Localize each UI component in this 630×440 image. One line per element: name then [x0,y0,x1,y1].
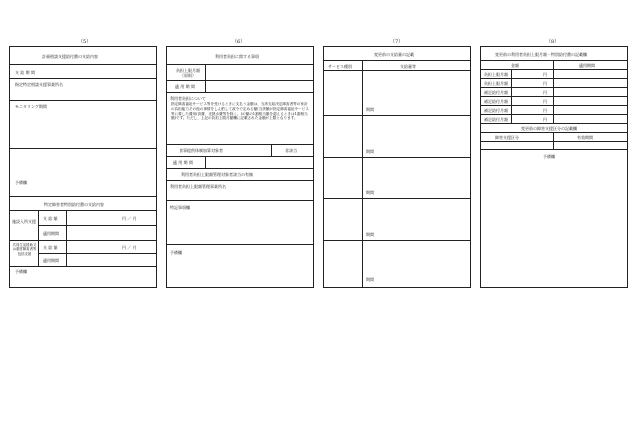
food-label: 食事提供体制加算対象者 [179,148,223,153]
common-label: 共同生活援助又は重度障害者等包括支援 [12,243,37,256]
valid-period: 有効期間 [577,135,593,140]
food-apply-period: 適 用 期 間 [173,160,193,165]
pane-previous-amount [323,46,471,288]
common-apply-period: 適用期間 [43,258,59,263]
col-period-header: 適用期間 [579,63,595,68]
pane1-monitoring: モニタリング期間 [15,104,47,109]
page-number-6: （6） [232,39,246,45]
common-pay-amount: 支 給 額 [43,245,58,250]
limit-row [481,70,627,79]
limit-row-label: 補足給付月額 [484,90,508,95]
period-3: 期間 [366,190,374,195]
burden-text: 指定障害福祉サービス等を受けるときに支払う金額は、当該支給決定障害者等の家計の負担能力その他の事情をしん酌して政令で定める額(当該額が指定障害福祉サービス等に要した費用(食費、光熱水費等を除く。)の額の1割相当額を超えるときは1割相当額)です。ただし、上記の負担上限月額欄に記載された金額が上限となります。 [171,102,309,121]
pane1-designated-agency: 指定特定相談支援事業所名 [15,82,63,87]
pane1-title: 計画相談支援給付費の支給内容 [42,54,98,59]
facility-pay-amount: 支 給 額 [43,216,58,221]
limit-row-unit: 円 [543,72,547,77]
management-label: 利用者負担上限額管理対象者該当の有無 [181,172,253,177]
limit-row-unit: 円 [543,117,547,122]
limit-row-unit: 円 [543,99,547,104]
period-5: 期間 [366,277,374,282]
col-amount-header: 金額 [511,63,519,68]
pane2-remarks: 予備欄 [170,250,182,255]
pane3-title: 変更前の支給量の記載 [374,52,414,57]
limit-row-label: 補足給付月額 [484,99,508,104]
pane4-remarks: 予備欄 [543,154,555,159]
limit-row-unit: 円 [543,90,547,95]
pane1-remarks1: 予備欄 [15,180,27,185]
disability-heading: 変更前の障害支援区分の記載欄 [521,126,577,131]
management-office: 利用者負担上限額管理事業所名 [170,184,226,189]
limit-row-label: 補足給付月額 [484,108,508,113]
burden-heading: 利用者負担について [170,96,206,101]
limit-label: 負担上限月額（原則） [176,68,200,78]
facility-apply-period: 適用期間 [43,231,59,236]
pane-previous-limit [480,46,628,288]
limit-row-unit: 円 [543,108,547,113]
period-4: 期間 [366,232,374,237]
special-notes: 特記事項欄 [170,205,190,210]
pane1-regional-title: 特定障害者特別給付費の支給内容 [44,202,104,207]
common-block [10,241,156,267]
page-number-8: （8） [546,39,560,45]
disability-class: 障害支援区分 [495,135,519,140]
limit-row [481,88,627,97]
page-number-7: （7） [390,39,404,45]
limit-row-label: 負担上限月額 [484,81,508,86]
limit-row [481,106,627,115]
facility-label: 施設入所支援 [12,219,36,224]
limit-row [481,79,627,88]
limit-row-label: 負担上限月額 [484,72,508,77]
limit-row [481,115,627,124]
limit-row-label: 補足給付月額 [484,117,508,122]
facility-block [10,211,156,241]
pane-planning-support [9,46,157,288]
facility-per-month: 円 ／ 月 [122,216,137,221]
pane-user-burden [166,46,314,288]
period-2: 期間 [366,149,374,154]
col-service: サービス種別 [328,64,352,69]
pane1-payment-period: 支 給 期 間 [15,70,35,75]
col-amount: 支給量等 [400,64,416,69]
pane2-apply-period: 適 用 期 間 [175,84,195,89]
pane1-remarks2: 予備欄 [15,269,27,274]
page-number-5: （5） [78,39,92,45]
pane4-title: 変更前の利用者負担上限月額・特別給付費の記載欄 [495,52,587,57]
limit-row-unit: 円 [543,81,547,86]
limit-row [481,97,627,106]
food-not-applicable: 非該当 [285,148,297,153]
period-1: 期間 [366,107,374,112]
common-per-month: 円 ／ 月 [122,245,137,250]
pane2-title: 利用者負担に関する事項 [215,54,259,59]
